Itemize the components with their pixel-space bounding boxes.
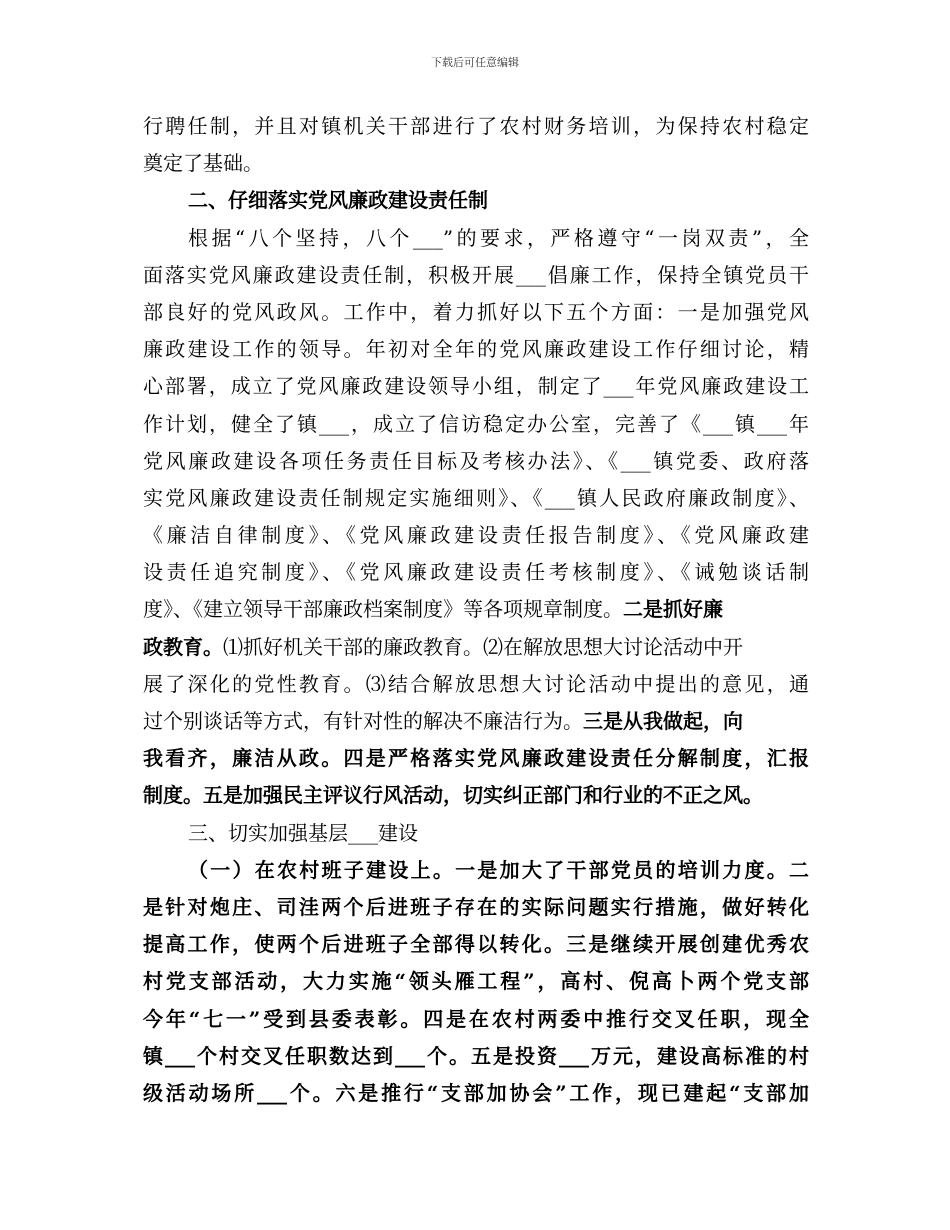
paragraph-line: （一）在农村班子建设上。一是加大了干部党员的培训力度。二 [188, 857, 809, 882]
section-heading: 三、切实加强基层___建设 [188, 820, 418, 845]
paragraph-line [143, 629, 809, 666]
paragraph-line: 面落实党风廉政建设责任制，积极开展___倡廉工作，保持全镇党员干 [143, 262, 809, 287]
paragraph-line: 廉政建设工作的领导。年初对全年的党风廉政建设工作仔细讨论，精 [143, 337, 809, 362]
paragraph-line [143, 591, 809, 628]
paragraph-line: 镇___个村交叉任职数达到___个。五是投资___万元，建设高标准的村 [143, 1043, 809, 1068]
paragraph-line: 提高工作，使两个后进班子全部得以转化。三是继续开展创建优秀农 [143, 932, 809, 957]
paragraph-line: 部良好的党风政风。工作中，着力抓好以下五个方面：一是加强党风 [143, 299, 809, 324]
paragraph-line: 级活动场所___个。六是推行“支部加协会”工作，现已建起“支部加 [143, 1080, 809, 1105]
paragraph-line: 奠定了基础。 [143, 151, 263, 176]
page-header: 下载后可任意编辑 [431, 56, 519, 69]
bold-text: 二是抓好廉 [623, 597, 723, 622]
paragraph-line: 村党支部活动，大力实施“领头雁工程”，高村、倪高卜两个党支部 [143, 969, 809, 994]
section-heading: 二、仔细落实党风廉政建设责任制 [188, 188, 488, 213]
paragraph-line: 展了深化的党性教育。⑶结合解放思想大讨论活动中提出的意见，通 [143, 671, 809, 696]
bold-text: 政教育。 [143, 634, 223, 659]
paragraph-line [143, 703, 809, 740]
paragraph-line: 心部署，成立了党风廉政建设领导小组，制定了___年党风廉政建设工 [143, 374, 809, 399]
line-text: 度》、《建立领导干部廉政档案制度》等各项规章制度。 [143, 597, 623, 622]
paragraph-line: 《廉洁自律制度》、《党风廉政建设责任报告制度》、《党风廉政建 [143, 523, 809, 548]
paragraph-line: 行聘任制，并且对镇机关干部进行了农村财务培训，为保持农村稳定 [143, 114, 809, 138]
line-text: 过个别谈话等方式，有针对性的解决不廉洁行为。 [143, 709, 583, 733]
paragraph-line: 作计划，健全了镇___，成立了信访稳定办公室，完善了《___镇___年 [143, 411, 809, 436]
paragraph-line: 设责任追究制度》、《党风廉政建设责任考核制度》、《诫勉谈话制 [143, 560, 809, 585]
bold-text: 三是从我做起，向 [583, 709, 743, 733]
paragraph-line: 根据“八个坚持，八个___”的要求，严格遵守“一岗双责”，全 [188, 225, 809, 250]
paragraph-line: 是针对炮庄、司洼两个后进班子存在的实际问题实行措施，做好转化 [143, 894, 809, 919]
paragraph-line: 我看齐，廉洁从政。四是严格落实党风廉政建设责任分解制度，汇报 [143, 746, 809, 771]
paragraph-line: 制度。五是加强民主评议行风活动，切实纠正部门和行业的不正之风。 [143, 783, 763, 808]
line-text: ⑴抓好机关干部的廉政教育。⑵在解放思想大讨论活动中开 [223, 634, 743, 659]
paragraph-line: 党风廉政建设各项任务责任目标及考核办法》、《___镇党委、政府落 [143, 448, 809, 473]
document-body [143, 108, 809, 1112]
paragraph-line: 今年“七一”受到县委表彰。四是在农村两委中推行交叉任职，现全 [143, 1006, 809, 1031]
paragraph-line: 实党风廉政建设责任制规定实施细则》、《___镇人民政府廉政制度》、 [143, 485, 809, 510]
